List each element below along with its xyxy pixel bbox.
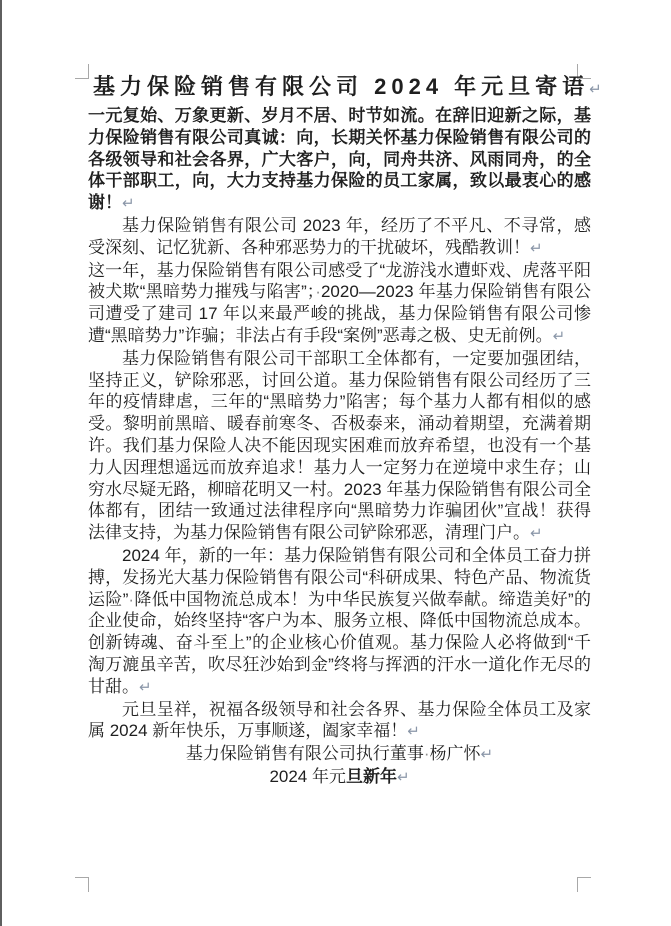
text-run: 一元复始、万象更新、岁月不居、时节如流。在辞旧迎新之际，基力保险销售有限公司真诚：向，长期关怀基力保险销售有限公司的各级领导和社会各界，广大客户，向，同舟共济、风雨同舟，的全体干部职工，向，大力支持基力保险的员工家属，致以最衷心的感谢！ (88, 106, 591, 213)
paragraph (88, 743, 591, 766)
crop-mark-top-left (75, 64, 89, 79)
text-run: 基力保险销售有限公司干部职工全体都有，一定要加强团结，坚持正义，铲除邪恶，讨回公道。基力保险销售有限公司经历了三年的疫情肆虐，三年的“黑暗势力”陷害；每个基力人都有相似的感受。黎明前黑暗、暖春前寒冬、否极泰来，涌动着期望，充满着期许。我们基力保险人决不能因现实困难而放弃希望，也没有一个基力人因理想遥远而放弃追求！基力人一定努力在逆境中求生存；山穷水尽疑无路，柳暗花明又一村。2023 年基力保险销售有限公司全体都有，团结一致通过法律程序向“黑暗势力诈骗团伙”宣战！获得法律支持，为基力保险销售有限公司铲除邪恶，清理门户。 (88, 348, 591, 543)
space-mark: · (423, 744, 430, 764)
document-body[interactable] (88, 71, 602, 789)
crop-mark-bottom-left (75, 877, 89, 892)
paragraph (88, 699, 591, 744)
text-run: 降低中国物流总成本！为中华民族复兴做奉献。缔造美好”的企业使命，始终坚持“客户为本、服务立根、降低中国物流总成本。创新铸魂、奋斗至上”的企业核心价值观。基力保险人必将做到“千淘万漉虽辛苦，吹尽狂沙始到金”终将与挥洒的汗水一道化作无尽的甘甜。 (88, 589, 591, 696)
paragraph (88, 766, 591, 789)
paragraph-mark: ↵ (530, 525, 543, 543)
space-mark: · (128, 589, 135, 609)
text-run: 杨广怀 (429, 744, 481, 764)
text-run: 2024 年元 (269, 766, 346, 786)
paragraph (88, 105, 591, 215)
paragraph-mark: ↵ (407, 723, 420, 741)
text-run: 这一年，基力保险销售有限公司感受了“龙游浅水遭虾戏、虎落平阳被犬欺“黑暗势力摧残与陷害”； (88, 260, 591, 302)
crop-mark-bottom-right (577, 877, 591, 892)
paragraph-mark: ↵ (139, 678, 152, 696)
page-edge-line (0, 0, 2, 926)
paragraph-mark: ↵ (396, 768, 410, 786)
space-mark: · (315, 282, 321, 302)
text-run: 2020—2023 年基力保险销售有限公司遭受了建司 17 年以来最严峻的挑战，基力保险销售有限公司惨遭“黑暗势力”诈骗；非法占有手段“案例”恶毒之极、史无前例。 (88, 282, 591, 345)
paragraph (88, 260, 591, 348)
paragraph (88, 545, 591, 699)
paragraph-container (88, 105, 591, 789)
paragraph-mark: ↵ (552, 327, 566, 345)
title-text: 基力保险销售有限公司 2024 年元旦寄语 (93, 74, 590, 99)
text-run: 旦新年 (345, 766, 397, 786)
text-run: 2024 年，新的一年：基力保险销售有限公司和全体员工奋力拼搏，发扬光大基力保险销售有限公司“科研成果、特色产品、物流货运险” (88, 545, 591, 609)
paragraph-mark: ↵ (480, 746, 494, 764)
text-run: 基力保险销售有限公司 2023 年，经历了不平凡、不寻常，感受深刻、记忆犹新、各种邪恶势力的干扰破坏，残酷教训！ (88, 215, 591, 257)
text-run: 基力保险销售有限公司执行董事 (185, 744, 424, 764)
document-title (88, 71, 602, 105)
paragraph (88, 215, 591, 260)
paragraph-mark: ↵ (589, 81, 602, 98)
paragraph-mark: ↵ (122, 195, 135, 213)
paragraph-mark: ↵ (530, 239, 543, 257)
paragraph (88, 348, 591, 545)
text-run: 元旦呈祥，祝福各级领导和社会各界、基力保险全体员工及家属 2024 新年快乐，万事顺遂，阖家幸福！ (88, 699, 591, 741)
